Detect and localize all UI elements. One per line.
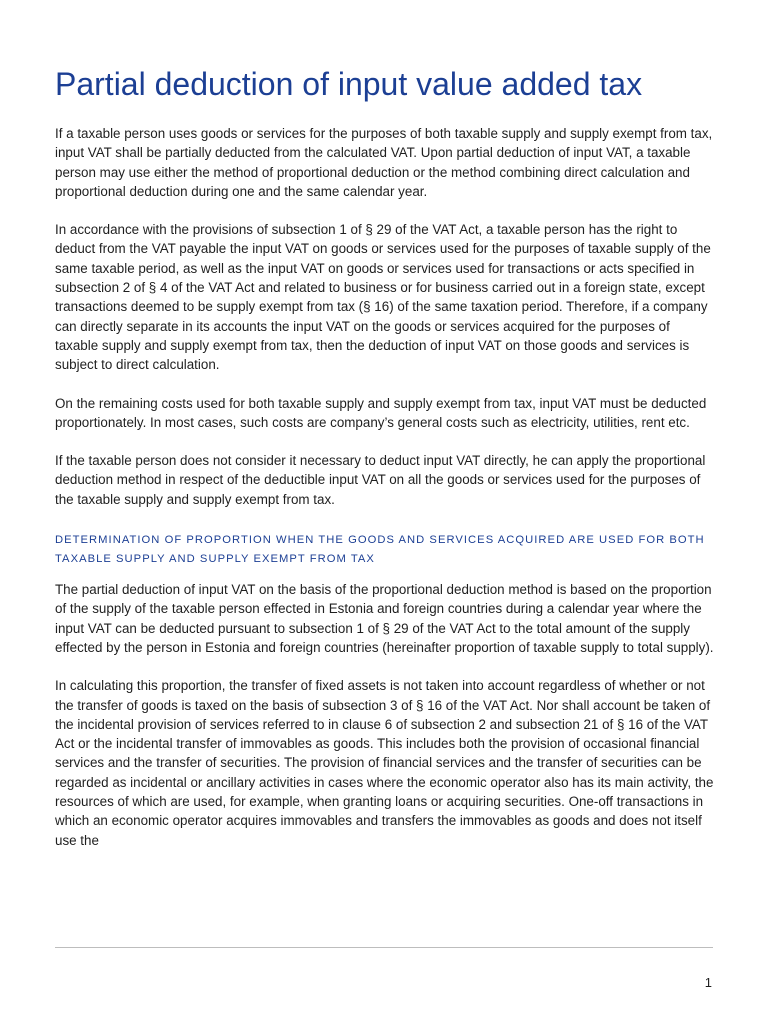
paragraph-proportional-method: If the taxable person does not consider it necessary to deduct input VAT directly, he can apply the proportional deduction method in respect of the deductible input VAT on all the goods or services used for the purposes of the taxable supply and supply exempt from tax.: [55, 453, 706, 507]
page-content: [55, 62, 715, 869]
section-heading: DETERMINATION OF PROPORTION WHEN THE GOODS AND SERVICES ACQUIRED ARE USED FOR BOTH TAXABLE SUPPLY AND SUPPLY EXEMPT FROM TAX: [55, 534, 705, 565]
paragraph-subsection-1: In accordance with the provisions of subsection 1 of § 29 of the VAT Act, a taxable person has the right to deduct from the VAT payable the input VAT on goods or services used for the purposes of taxable supply of the same taxable period, as well as the input VAT on goods or services used for transactions or acts specified in subsection 2 of § 4 of the VAT Act and related to business or for business carried out in a foreign state, except transactions deemed to be supply exempt from tax (§ 16) of the same taxation period. Therefore, if a company can directly separate in its accounts the input VAT on the goods or services acquired for the purposes of taxable supply and supply exempt from tax, then the deduction of input VAT on those goods and services is subject to direct calculation.: [55, 222, 711, 373]
paragraph-remaining-costs: On the remaining costs used for both taxable supply and supply exempt from tax, input VAT must be deducted proportionately. In most cases, such costs are company’s general costs such as electricity, utilities, rent etc.: [55, 395, 707, 430]
footer-divider: [55, 947, 713, 948]
paragraph-proportion-basis: The partial deduction of input VAT on the basis of the proportional deduction method is based on the proportion of the supply of the taxable person effected in Estonia and foreign countries during a calendar year where the input VAT can be deducted pursuant to subsection 1 of § 29 of the VAT Act to the total amount of the supply effected by the person in Estonia and foreign countries (hereinafter proportion of taxable supply to total supply).: [55, 582, 714, 655]
paragraph-calculation: In calculating this proportion, the transfer of fixed assets is not taken into account regardless of whether or not the transfer of goods is taxed on the basis of subsection 3 of § 16 of the VAT Act. Nor shall account be taken of the incidental provision of services referred to in clause 6 of subsection 2 and subsection 21 of § 16 of the VAT Act or the incidental transfer of immovables as goods. This includes both the provision of occasional financial services and the transfer of securities. The provision of financial services and the transfer of securities can be regarded as incidental or ancillary activities in cases where the economic operator also has its main activity, the resources of which are used, for example, when granting loans or acquiring securities. One-off transactions in which an economic operator acquires immovables and transfers the immovables as goods and does not itself use the: [55, 678, 714, 848]
page-title: Partial deduction of input value added tax: [55, 66, 643, 102]
paragraph-intro: If a taxable person uses goods or services for the purposes of both taxable supply and supply exempt from tax, input VAT shall be partially deducted from the calculated VAT. Upon partial deduction of input VAT, a taxable person may use either the method of proportional deduction or the method combining direct calculation and proportional deduction during one and the same calendar year.: [55, 126, 713, 199]
page-number: 1: [704, 975, 712, 990]
